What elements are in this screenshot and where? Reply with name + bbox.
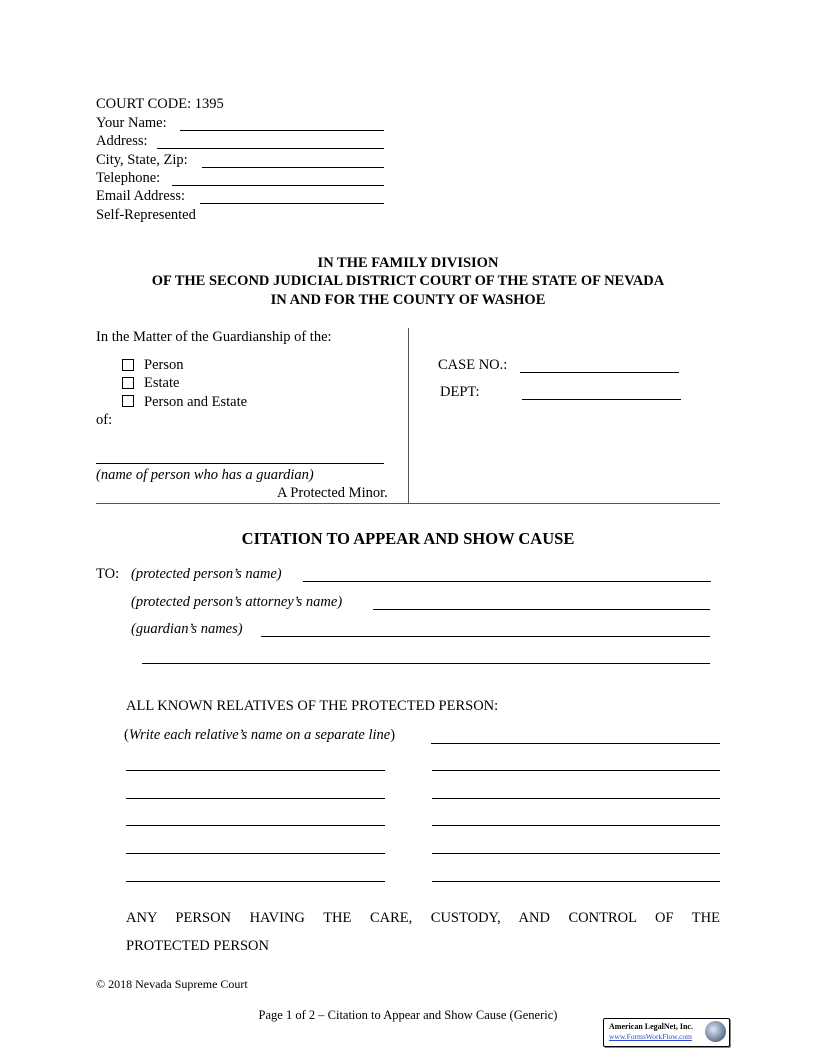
telephone-line[interactable] [172, 185, 384, 186]
person-and-estate-option-label: Person and Estate [144, 394, 248, 410]
court-title-line2: OF THE SECOND JUDICIAL DISTRICT COURT OF THE STATE OF NEVADA [151, 273, 665, 289]
city-state-zip-label: City, State, Zip: [96, 152, 188, 168]
relatives-open-paren: ( [124, 727, 129, 743]
telephone-label: Telephone: [96, 170, 161, 186]
guardian-names-line-2[interactable] [142, 663, 710, 664]
your-name-label: Your Name: [96, 115, 167, 131]
person-option-label: Person [144, 357, 184, 373]
relatives-instruction-row [124, 726, 395, 744]
protected-person-line[interactable] [96, 463, 384, 464]
copyright: © 2018 Nevada Supreme Court [96, 977, 248, 991]
court-title-line3: IN AND FOR THE COUNTY OF WASHOE [270, 292, 546, 308]
your-name-line[interactable] [180, 130, 384, 131]
case-no-label: CASE NO.: [438, 357, 508, 373]
of-label: of: [96, 412, 113, 428]
document-title: CITATION TO APPEAR AND SHOW CAUSE [241, 529, 575, 548]
person-checkbox[interactable] [122, 359, 134, 371]
protected-person-name-line[interactable] [303, 581, 711, 582]
attorney-name-hint: (protected person’s attorney’s name) [131, 594, 343, 610]
globe-icon [705, 1021, 726, 1042]
guardian-names-hint: (guardian’s names) [131, 621, 243, 637]
court-title-line1: IN THE FAMILY DIVISION [317, 255, 499, 271]
relatives-heading: ALL KNOWN RELATIVES OF THE PROTECTED PERSON: [126, 698, 499, 714]
estate-option-label: Estate [144, 375, 180, 391]
email-label: Email Address: [96, 188, 186, 204]
city-state-zip-line[interactable] [202, 167, 384, 168]
american-legalnet-logo[interactable] [603, 1018, 730, 1047]
protected-person-name-hint: (protected person’s name) [131, 566, 282, 582]
address-line[interactable] [157, 148, 384, 149]
court-code: COURT CODE: 1395 [96, 96, 224, 112]
relative-line[interactable] [126, 825, 385, 826]
custody-line2: PROTECTED PERSON [126, 938, 270, 954]
guardian-names-line[interactable] [261, 636, 710, 637]
attorney-name-line[interactable] [373, 609, 710, 610]
relatives-instruction: Write each relative’s name on a separate line [128, 727, 391, 743]
caption-bottom-rule [96, 503, 720, 504]
protected-minor-label: A Protected Minor. [277, 485, 388, 501]
page-info: Page 1 of 2 – Citation to Appear and Show Cause (Generic) [258, 1008, 558, 1022]
logo-url[interactable]: www.FormsWorkFlow.com [609, 1032, 693, 1041]
relatives-close-paren: ) [390, 727, 396, 743]
dept-label: DEPT: [440, 384, 480, 400]
email-line[interactable] [200, 203, 384, 204]
relative-line[interactable] [432, 853, 720, 854]
dept-line[interactable] [522, 399, 681, 400]
estate-checkbox[interactable] [122, 377, 134, 389]
address-label: Address: [96, 133, 148, 149]
self-represented: Self-Represented [96, 207, 196, 223]
to-label: TO: [96, 566, 120, 582]
relative-line[interactable] [432, 825, 720, 826]
protected-person-hint: (name of person who has a guardian) [96, 467, 314, 483]
relative-line[interactable] [126, 853, 385, 854]
relative-line[interactable] [126, 798, 385, 799]
relative-line[interactable] [431, 743, 720, 744]
relative-line[interactable] [432, 881, 720, 882]
caption-divider [408, 328, 409, 504]
relative-line[interactable] [126, 770, 385, 771]
custody-line1: ANY PERSON HAVING THE CARE, CUSTODY, AND CONTROL OF THE [126, 910, 720, 926]
case-no-line[interactable] [520, 372, 679, 373]
relative-line[interactable] [126, 881, 385, 882]
matter-label: In the Matter of the Guardianship of the: [96, 329, 332, 345]
relative-line[interactable] [432, 770, 720, 771]
person-and-estate-checkbox[interactable] [122, 395, 134, 407]
logo-name: American LegalNet, Inc. [609, 1022, 693, 1031]
relative-line[interactable] [432, 798, 720, 799]
